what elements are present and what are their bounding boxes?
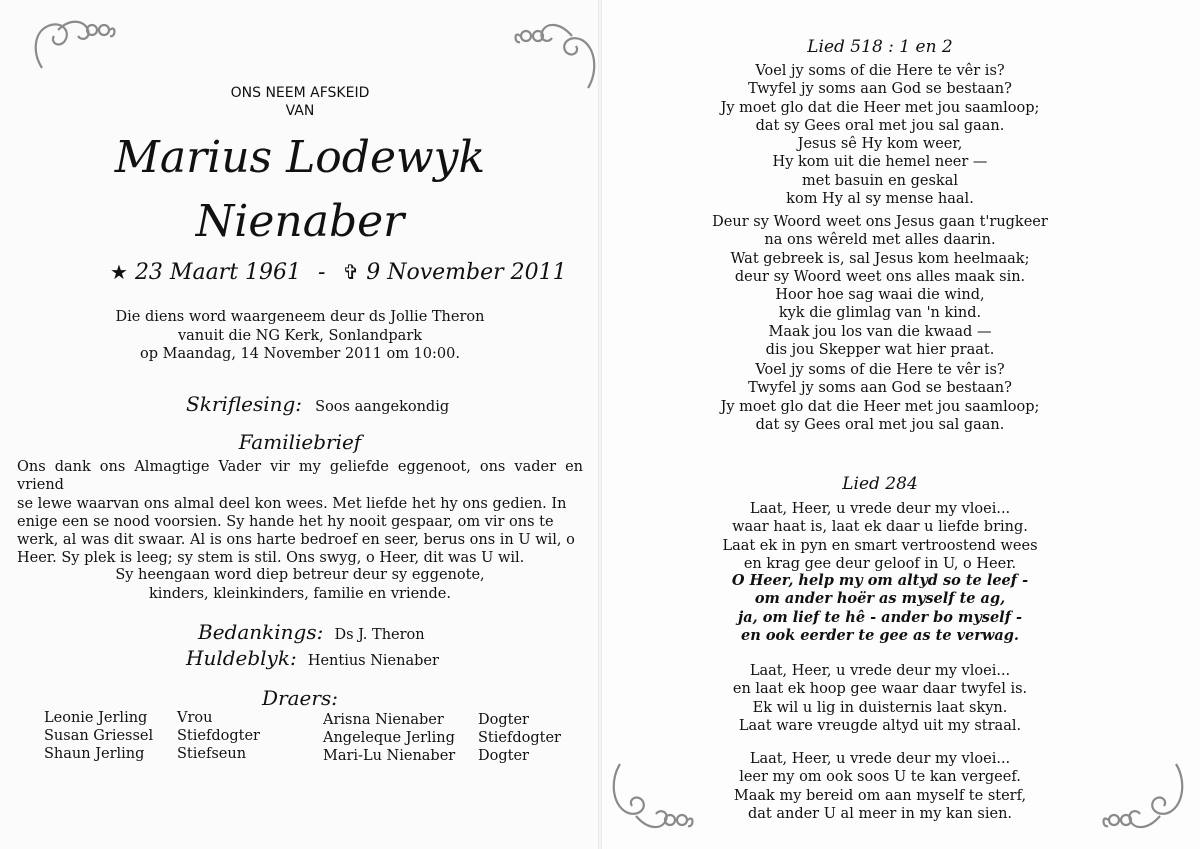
tribute-row bbox=[186, 646, 439, 670]
verse-line: waar haat is, laat ek daar u liefde bring. bbox=[732, 519, 1028, 536]
bearer-relation: Dogter bbox=[478, 748, 529, 764]
song1-verse2 bbox=[620, 213, 1140, 359]
verse-line: na ons wêreld met alles daarin. bbox=[764, 232, 996, 249]
letter-line: Ons dank ons Almagtige Vader vir my geliefde eggenoot, ons vader en vriend bbox=[17, 459, 583, 494]
verse-line: Laat, Heer, u vrede deur my vloei... bbox=[749, 501, 1011, 517]
thanks-label: Bedankings: bbox=[198, 620, 324, 644]
chorus-line: O Heer, help my om altyd so te leef - bbox=[731, 572, 1029, 589]
bearer-relation: Stiefdogter bbox=[177, 728, 260, 744]
bearers-title: Draers: bbox=[262, 686, 338, 710]
chorus-line: en ook eerder te gee as te verwag. bbox=[741, 626, 1019, 644]
life-dates bbox=[110, 260, 567, 285]
verse-line: Ek wil u lig in duisternis laat skyn. bbox=[752, 699, 1008, 716]
song1-verse3 bbox=[620, 361, 1140, 434]
letter-line: werk, al was dit swaar. Al is ons harte bedroef en seer, berus ons in U wil, o bbox=[17, 532, 575, 549]
verse-line: Twyfel jy soms aan God se bestaan? bbox=[748, 81, 1012, 98]
page-fold bbox=[598, 0, 602, 849]
reading-label: Skriflesing: bbox=[186, 392, 303, 416]
song2-title: Lied 284 bbox=[842, 474, 918, 494]
verse-line: dis jou Skepper wat hier praat. bbox=[765, 342, 995, 359]
service-details bbox=[0, 308, 600, 364]
verse-line: en krag gee deur geloof in U, o Heer. bbox=[743, 555, 1017, 572]
farewell-heading bbox=[0, 84, 600, 120]
cross-icon: ✞ bbox=[342, 260, 360, 284]
verse-line: Maak jou los van die kwaad — bbox=[768, 323, 992, 340]
song1-title: Lied 518 : 1 en 2 bbox=[807, 37, 953, 57]
mourners-line: Sy heengaan word diep betreur deur sy eggenote, bbox=[115, 567, 485, 583]
service-line: Die diens word waargeneem deur ds Jollie Theron bbox=[115, 309, 485, 325]
verse-line: Jy moet glo dat die Heer met jou saamloop; bbox=[720, 99, 1040, 116]
verse-line: Voel jy soms of die Here te vêr is? bbox=[755, 63, 1005, 79]
song2-chorus bbox=[620, 572, 1140, 645]
death-date: 9 November 2011 bbox=[366, 260, 567, 285]
bearer-name: Shaun Jerling bbox=[44, 746, 145, 762]
verse-line: kyk die glimlag van 'n kind. bbox=[778, 305, 982, 322]
bearer-relation: Stiefdogter bbox=[478, 730, 561, 746]
verse-line: en laat ek hoop gee waar daar twyfel is. bbox=[732, 681, 1028, 698]
verse-line: met basuin en geskal bbox=[802, 172, 958, 189]
bearer-relation: Dogter bbox=[478, 712, 529, 728]
letter-line: se lewe waarvan ons almal deel kon wees. Met liefde het hy ons gedien. In bbox=[17, 495, 567, 512]
verse-line: Deur sy Woord weet ons Jesus gaan t'rugkeer bbox=[712, 214, 1048, 230]
letter-line: enige een se nood voorsien. Sy hande het hy nooit gespaar, om vir ons te bbox=[17, 513, 554, 530]
bearer-name: Arisna Nienaber bbox=[323, 712, 444, 728]
birth-date: 23 Maart 1961 bbox=[134, 260, 302, 285]
verse-line: Hoor hoe sag waai die wind, bbox=[775, 287, 985, 304]
song2-verse3 bbox=[620, 750, 1140, 823]
verse-line: Laat ware vreugde altyd uit my straal. bbox=[738, 717, 1022, 734]
song1-verse1 bbox=[620, 62, 1140, 208]
verse-line: Laat, Heer, u vrede deur my vloei... bbox=[749, 663, 1011, 679]
service-line: op Maandag, 14 November 2011 om 10:00. bbox=[140, 346, 460, 362]
letter-line: Heer. Sy plek is leeg; sy stem is stil. Ons swyg, o Heer, dit was U wil. bbox=[17, 550, 525, 567]
tribute-label: Huldeblyk: bbox=[186, 646, 297, 670]
verse-line: Laat, Heer, u vrede deur my vloei... bbox=[749, 751, 1011, 767]
verse-line: dat ander U al meer in my kan sien. bbox=[747, 805, 1013, 822]
verse-line: Voel jy soms of die Here te vêr is? bbox=[755, 362, 1005, 378]
verse-line: Wat gebreek is, sal Jesus kom heelmaak; bbox=[730, 250, 1030, 267]
verse-line: deur sy Woord weet ons alles maak sin. bbox=[734, 268, 1026, 285]
date-separator: - bbox=[318, 260, 326, 285]
bearer-name: Angeleque Jerling bbox=[323, 730, 455, 746]
deceased-surname: Nienaber bbox=[195, 196, 405, 247]
song2-verse1 bbox=[620, 500, 1140, 573]
bearer-name: Mari-Lu Nienaber bbox=[323, 748, 456, 764]
chorus-line: ja, om lief te hê - ander bo myself - bbox=[738, 608, 1022, 626]
verse-line: dat sy Gees oral met jou sal gaan. bbox=[755, 117, 1005, 134]
verse-line: dat sy Gees oral met jou sal gaan. bbox=[755, 416, 1005, 433]
scripture-reading bbox=[186, 392, 449, 416]
verse-line: Jesus sê Hy kom weer, bbox=[797, 136, 963, 153]
reading-value: Soos aangekondig bbox=[315, 399, 450, 415]
mourners-line: kinders, kleinkinders, familie en vriende. bbox=[149, 585, 451, 602]
heading-sub-line: VAN bbox=[285, 103, 315, 119]
verse-line: leer my om ook soos U te kan vergeef. bbox=[739, 769, 1021, 786]
letter-title: Familiebrief bbox=[238, 430, 362, 454]
service-line: vanuit die NG Kerk, Sonlandpark bbox=[177, 327, 423, 344]
thanks-value: Ds J. Theron bbox=[334, 627, 425, 643]
heading-line: ONS NEEM AFSKEID bbox=[230, 85, 370, 101]
verse-line: Laat ek in pyn en smart vertroostend wees bbox=[722, 537, 1038, 554]
swirl-ornament-icon bbox=[28, 14, 118, 74]
bearer-name: Leonie Jerling bbox=[44, 710, 148, 726]
chorus-line: om ander hoër as myself te ag, bbox=[754, 590, 1006, 608]
deceased-first-names: Marius Lodewyk bbox=[114, 132, 486, 183]
verse-line: Jy moet glo dat die Heer met jou saamloop; bbox=[720, 398, 1040, 415]
bearer-relation: Vrou bbox=[177, 710, 213, 726]
thanks-row bbox=[198, 620, 425, 644]
verse-line: Hy kom uit die hemel neer — bbox=[772, 154, 988, 171]
tribute-value: Hentius Nienaber bbox=[307, 653, 439, 669]
star-icon: ★ bbox=[110, 260, 128, 284]
bearer-name: Susan Griessel bbox=[44, 728, 154, 744]
bearer-relation: Stiefseun bbox=[177, 746, 247, 762]
family-letter bbox=[17, 458, 583, 568]
swirl-ornament-icon bbox=[512, 14, 602, 94]
verse-line: Maak my bereid om aan myself te sterf, bbox=[733, 787, 1027, 804]
mourners-text bbox=[0, 566, 600, 603]
verse-line: Twyfel jy soms aan God se bestaan? bbox=[748, 380, 1012, 397]
song2-verse2 bbox=[620, 662, 1140, 735]
verse-line: kom Hy al sy mense haal. bbox=[786, 191, 974, 208]
